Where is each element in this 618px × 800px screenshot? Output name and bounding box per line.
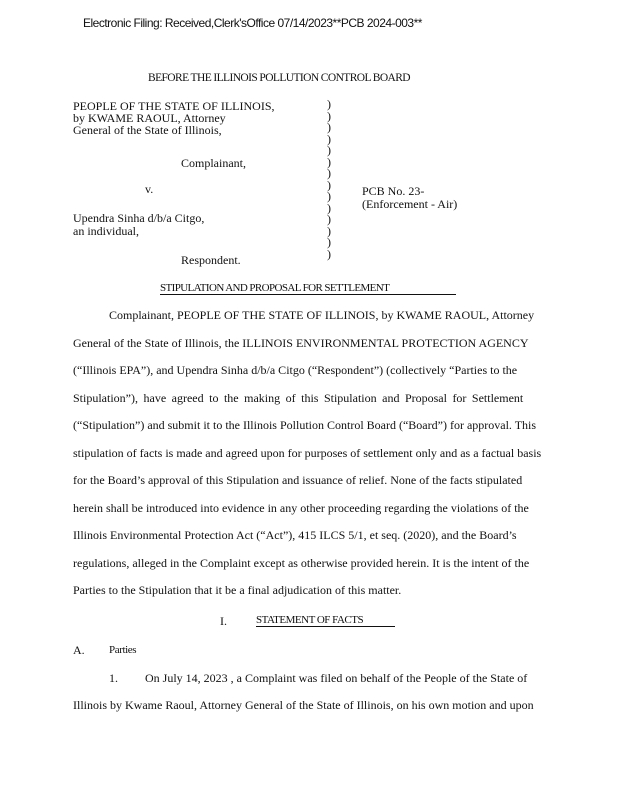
- paren-mark: ): [327, 212, 331, 226]
- paragraph-1-line-1: On July 14, 2023 , a Complaint was filed on behalf of the People of the State of: [145, 671, 528, 685]
- paragraph-line: stipulation of facts is made and agreed upon for purposes of settlement only and as a factual basis: [73, 445, 542, 460]
- paren-mark: ): [327, 246, 331, 261]
- paragraph-line: Complainant, PEOPLE OF THE STATE OF ILLINOIS, by KWAME RAOUL, Attorney: [109, 308, 535, 322]
- defendant-line-2: an individual,: [73, 224, 139, 238]
- paragraph-line: Parties to the Stipulation that it be a final adjudication of this matter.: [73, 583, 402, 597]
- respondent-label: Respondent.: [181, 253, 241, 267]
- paragraph-line: General of the State of Illinois, the ILLINOIS ENVIRONMENTAL PROTECTION AGENCY: [73, 335, 529, 350]
- paren-mark: ): [327, 97, 331, 111]
- defendant-line-1: Upendra Sinha d/b/a Citgo,: [73, 211, 205, 225]
- case-number: PCB No. 23-: [362, 184, 425, 198]
- paren-mark: ): [327, 166, 331, 180]
- document-heading-text: STIPULATION AND PROPOSAL FOR SETTLEMENT: [160, 282, 390, 294]
- paren-mark: ): [327, 154, 331, 169]
- paragraph-line: regulations, alleged in the Complaint except as otherwise provided herein. It is the intent of the: [73, 555, 530, 570]
- subsection-letter: A.: [73, 643, 85, 657]
- paragraph-number: 1.: [109, 671, 118, 685]
- section-title: [256, 615, 395, 627]
- paren-mark: ): [327, 120, 331, 134]
- paren-mark: ): [327, 200, 331, 215]
- document-heading: [160, 283, 456, 295]
- filing-stamp: Electronic Filing: Received,Clerk'sOffice 07/14/2023**PCB 2024-003**: [83, 16, 422, 30]
- paragraph-1-line-2: Illinois by Kwame Raoul, Attorney General of the State of Illinois, on his own motion and upon: [73, 698, 534, 712]
- paragraph-line: for the Board’s approval of this Stipulation and issuance of relief. None of the facts stipulated: [73, 473, 523, 487]
- caption-paren-column: [327, 99, 331, 260]
- paragraph-line: Stipulation”), have agreed to the making of this Stipulation and Proposal for Settlement: [73, 390, 524, 405]
- paragraph-line: (“Illinois EPA”), and Upendra Sinha d/b/a Citgo (“Respondent”) (collectively “Parties to the: [73, 363, 518, 377]
- paren-mark: ): [327, 189, 331, 203]
- paragraph-line: herein shall be introduced into evidence in any other proceeding regarding the violations of the: [73, 500, 529, 515]
- plaintiff-line-3: General of the State of Illinois,: [73, 123, 222, 137]
- paren-mark: ): [327, 108, 331, 123]
- paren-mark: ): [327, 235, 331, 249]
- paragraph-line: (“Stipulation”) and submit it to the Illinois Pollution Control Board (“Board”) for approval. This: [73, 418, 537, 432]
- subsection-title: Parties: [109, 644, 137, 656]
- paren-mark: ): [327, 131, 331, 146]
- section-number: I.: [220, 614, 227, 628]
- plaintiff-line-1: PEOPLE OF THE STATE OF ILLINOIS,: [73, 99, 275, 113]
- paren-mark: ): [327, 143, 331, 157]
- court-title: BEFORE THE ILLINOIS POLLUTION CONTROL BOARD: [148, 72, 411, 84]
- case-type: (Enforcement - Air): [362, 197, 458, 211]
- paragraph-line: Illinois Environmental Protection Act (“Act”), 415 ILCS 5/1, et seq. (2020), and the Board’s: [73, 528, 517, 542]
- section-title-text: STATEMENT OF FACTS: [256, 614, 364, 626]
- intro-paragraph: [73, 302, 551, 605]
- complainant-label: Complainant,: [181, 156, 246, 170]
- versus-label: v.: [145, 182, 154, 196]
- paren-mark: ): [327, 177, 331, 192]
- paren-mark: ): [327, 223, 331, 238]
- plaintiff-line-2: by KWAME RAOUL, Attorney: [73, 111, 226, 125]
